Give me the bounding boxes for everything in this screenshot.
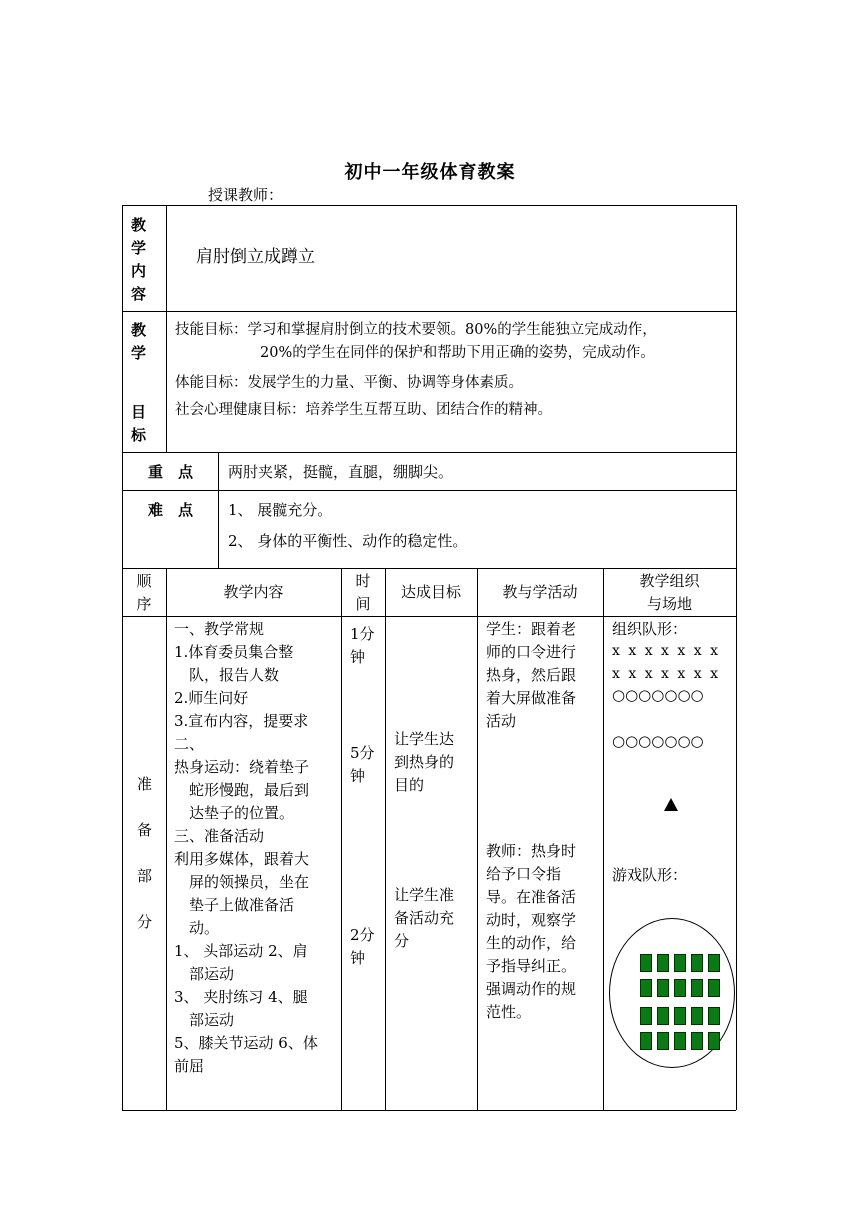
- mat-icon: [674, 954, 686, 972]
- game-formation-label: 游戏队形：: [612, 866, 688, 884]
- mat-icon: [657, 1007, 669, 1025]
- content-line: 前屈: [174, 1057, 205, 1075]
- mat-icon: [640, 979, 652, 997]
- page-title: 初中一年级体育教案: [344, 162, 516, 183]
- mat-icon: [708, 1007, 720, 1025]
- section-label-4: 分: [137, 913, 153, 931]
- section-label-1: 准: [137, 775, 153, 793]
- content-line: 达垫子的位置。: [174, 804, 295, 822]
- mat-icon: [674, 1032, 686, 1050]
- time-1: 1分 钟: [350, 625, 375, 666]
- student-row-o-1: ○○○○○○○: [612, 686, 704, 704]
- content-line: 一、教学常规: [174, 620, 265, 638]
- physical-goal: 体能目标：发展学生的力量、平衡、协调等身体素质。: [175, 375, 523, 391]
- content-line: 热身运动：绕着垫子: [174, 758, 310, 776]
- content-line: 利用多媒体，跟着大: [174, 850, 310, 868]
- student-line: 活动: [486, 712, 517, 730]
- mat-icon: [708, 1032, 720, 1050]
- teacher-line: 生的动作，给: [486, 934, 577, 952]
- header-goal: 达成目标: [400, 583, 461, 601]
- student-line: 师的口令进行: [486, 643, 577, 661]
- header-organization: 教学组织 与场地: [639, 572, 700, 613]
- content-row-label: 教 学 内 容: [131, 216, 147, 303]
- content-line: 垫子上做准备活: [174, 896, 295, 914]
- skill-goal-line2: 20%的学生在同伴的保护和帮助下用正确的姿势，完成动作。: [260, 345, 655, 361]
- content-line: 2.师生问好: [174, 689, 249, 707]
- teacher-line: 给予口令指: [486, 865, 562, 883]
- content-line: 3、 夹肘练习 4、腿: [174, 988, 308, 1006]
- goals-label-3: 目: [131, 403, 147, 421]
- student-activity: [486, 618, 576, 733]
- teacher-line: 强调动作的规: [486, 980, 577, 998]
- mat-icon: [691, 954, 703, 972]
- section-content: [174, 618, 340, 1078]
- time-3: 2分 钟: [350, 926, 375, 967]
- goal-1: 让学生达 到热身的 目的: [394, 730, 455, 794]
- mat-icon: [657, 979, 669, 997]
- student-line: 学生：跟着老: [486, 620, 577, 638]
- content-line: 1、 头部运动 2、肩: [174, 942, 308, 960]
- student-row-x-2: x x x x x x x: [612, 666, 720, 682]
- content-line: 1.体育委员集合整: [174, 643, 294, 661]
- header-time: 时 间: [355, 572, 371, 613]
- triangle-teacher-icon: [664, 798, 678, 811]
- teacher-line: 范性。: [486, 1003, 532, 1021]
- teacher-line: 导。在准备活: [486, 888, 577, 906]
- goals-label-4: 标: [131, 426, 147, 444]
- content-line: 三、准备活动: [174, 827, 265, 845]
- content-line: 二、: [174, 735, 205, 753]
- student-line: 热身，然后跟: [486, 666, 577, 684]
- mat-icon: [657, 1032, 669, 1050]
- section-label-3: 部: [137, 867, 153, 885]
- content-line: 部运动: [174, 1011, 235, 1029]
- section-label-2: 备: [137, 821, 153, 839]
- teacher-label: 授课教师：: [208, 186, 284, 204]
- header-order: 顺 序: [136, 572, 152, 613]
- social-goal: 社会心理健康目标：培养学生互帮互助、团结合作的精神。: [175, 402, 552, 418]
- content-line: 屏的领操员，坐在: [174, 873, 310, 891]
- student-row-x-1: x x x x x x x: [612, 643, 720, 659]
- teacher-line: 动时，观察学: [486, 911, 577, 929]
- student-row-o-2: ○○○○○○○: [612, 732, 704, 750]
- difficulty-item-1: 1、 展髋充分。: [228, 501, 333, 519]
- mat-icon: [691, 1007, 703, 1025]
- goals-label-1: 教: [131, 321, 147, 339]
- header-activity: 教与学活动: [502, 583, 578, 601]
- mat-icon: [640, 954, 652, 972]
- mat-icon: [674, 979, 686, 997]
- skill-goal-line1: 技能目标：学习和掌握肩肘倒立的技术要领。80%的学生能独立完成动作，: [175, 322, 657, 338]
- content-line: 部运动: [174, 965, 235, 983]
- content-line: 3.宣布内容，提要求: [174, 712, 309, 730]
- mat-icon: [640, 1032, 652, 1050]
- mat-icon: [708, 979, 720, 997]
- teacher-activity: [486, 840, 576, 1024]
- content-line: 5、膝关节运动 6、体: [174, 1034, 318, 1052]
- mat-icon: [708, 954, 720, 972]
- mat-icon: [640, 1007, 652, 1025]
- student-line: 着大屏做准备: [486, 689, 577, 707]
- mat-icon: [691, 1032, 703, 1050]
- goals-label-2: 学: [131, 344, 147, 362]
- content-line: 动。: [174, 919, 220, 937]
- mat-icon: [657, 954, 669, 972]
- key-point-value: 两肘夹紧，挺髋，直腿，绷脚尖。: [228, 463, 454, 481]
- content-line: 队，报告人数: [174, 666, 280, 684]
- content-line: 蛇形慢跑，最后到: [174, 781, 310, 799]
- goal-2: 让学生准 备活动充 分: [394, 886, 455, 950]
- teacher-line: 予指导纠正。: [486, 957, 577, 975]
- header-content: 教学内容: [223, 583, 284, 601]
- key-point-label: 重 点: [148, 463, 194, 481]
- content-row-value: 肩肘倒立成蹲立: [196, 247, 315, 267]
- formation-label: 组织队形：: [612, 620, 688, 638]
- mat-icon: [674, 1007, 686, 1025]
- teacher-line: 教师：热身时: [486, 842, 577, 860]
- difficulty-item-2: 2、 身体的平衡性、动作的稳定性。: [228, 532, 468, 550]
- time-2: 5分 钟: [350, 744, 375, 785]
- mat-icon: [691, 979, 703, 997]
- difficulty-label: 难 点: [148, 501, 194, 519]
